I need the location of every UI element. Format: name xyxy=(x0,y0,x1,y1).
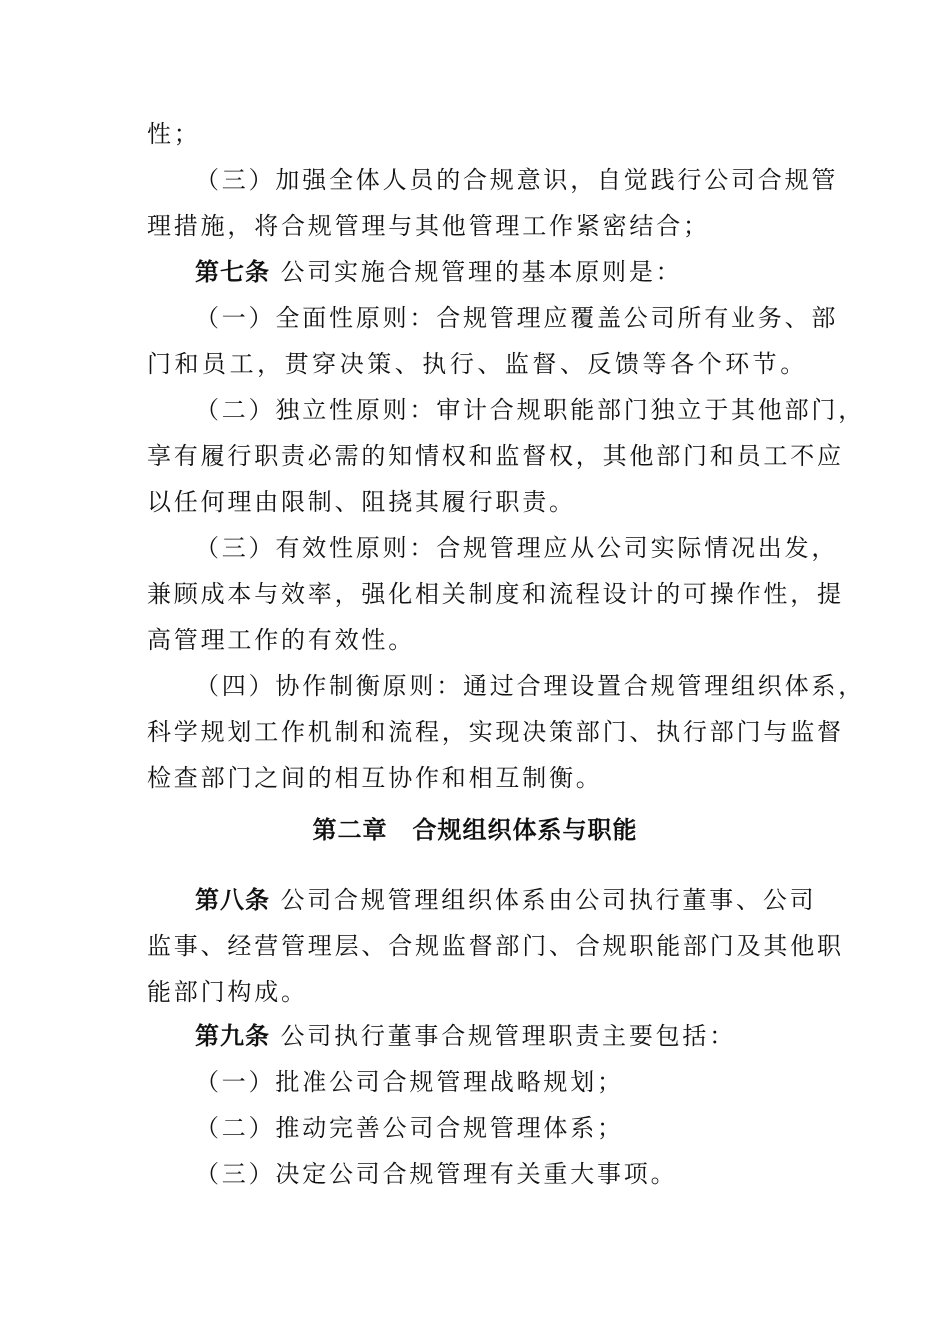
list-item: （二）推动完善公司合规管理体系； xyxy=(195,1114,624,1142)
paragraph-line: 兼顾成本与效率，强化相关制度和流程设计的可操作性，提 xyxy=(147,580,844,608)
paragraph-line: 能部门构成。 xyxy=(147,978,308,1006)
paragraph-line: 以任何理由限制、阻挠其履行职责。 xyxy=(147,488,576,516)
article-text: 公司合规管理组织体系由公司执行董事、公司 xyxy=(280,886,817,914)
paragraph-line: （四）协作制衡原则：通过合理设置合规管理组织体系， xyxy=(195,672,865,700)
paragraph-line: 门和员工，贯穿决策、执行、监督、反馈等各个环节。 xyxy=(147,350,807,378)
paragraph-line: 性； xyxy=(147,120,201,148)
paragraph-line: 高管理工作的有效性。 xyxy=(147,626,415,654)
paragraph-line: 享有履行职责必需的知情权和监督权，其他部门和员工不应 xyxy=(147,442,844,470)
paragraph-line: 科学规划工作机制和流程，实现决策部门、执行部门与监督 xyxy=(147,718,844,746)
paragraph-line: 检查部门之间的相互协作和相互制衡。 xyxy=(147,764,603,792)
paragraph-line: （一）全面性原则：合规管理应覆盖公司所有业务、部 xyxy=(195,304,839,332)
paragraph-line: （三）加强全体人员的合规意识，自觉践行公司合规管 xyxy=(195,166,839,194)
paragraph-line: 监事、经营管理层、合规监督部门、合规职能部门及其他职 xyxy=(147,932,844,960)
article-8 xyxy=(195,880,817,920)
article-text: 公司实施合规管理的基本原则是： xyxy=(280,258,683,286)
article-text: 公司执行董事合规管理职责主要包括： xyxy=(280,1022,737,1050)
article-label: 第九条 xyxy=(195,1022,270,1050)
article-9 xyxy=(195,1016,807,1056)
chapter-heading: 第二章 合规组织体系与职能 xyxy=(312,816,638,844)
paragraph-line: 理措施，将合规管理与其他管理工作紧密结合； xyxy=(147,212,710,240)
article-label: 第八条 xyxy=(195,886,270,914)
paragraph-line: （二）独立性原则：审计合规职能部门独立于其他部门， xyxy=(195,396,865,424)
article-7 xyxy=(195,252,807,292)
list-item: （三）决定公司合规管理有关重大事项。 xyxy=(195,1160,678,1188)
paragraph-line: （三）有效性原则：合规管理应从公司实际情况出发， xyxy=(195,534,839,562)
list-item: （一）批准公司合规管理战略规划； xyxy=(195,1068,624,1096)
article-label: 第七条 xyxy=(195,258,270,286)
